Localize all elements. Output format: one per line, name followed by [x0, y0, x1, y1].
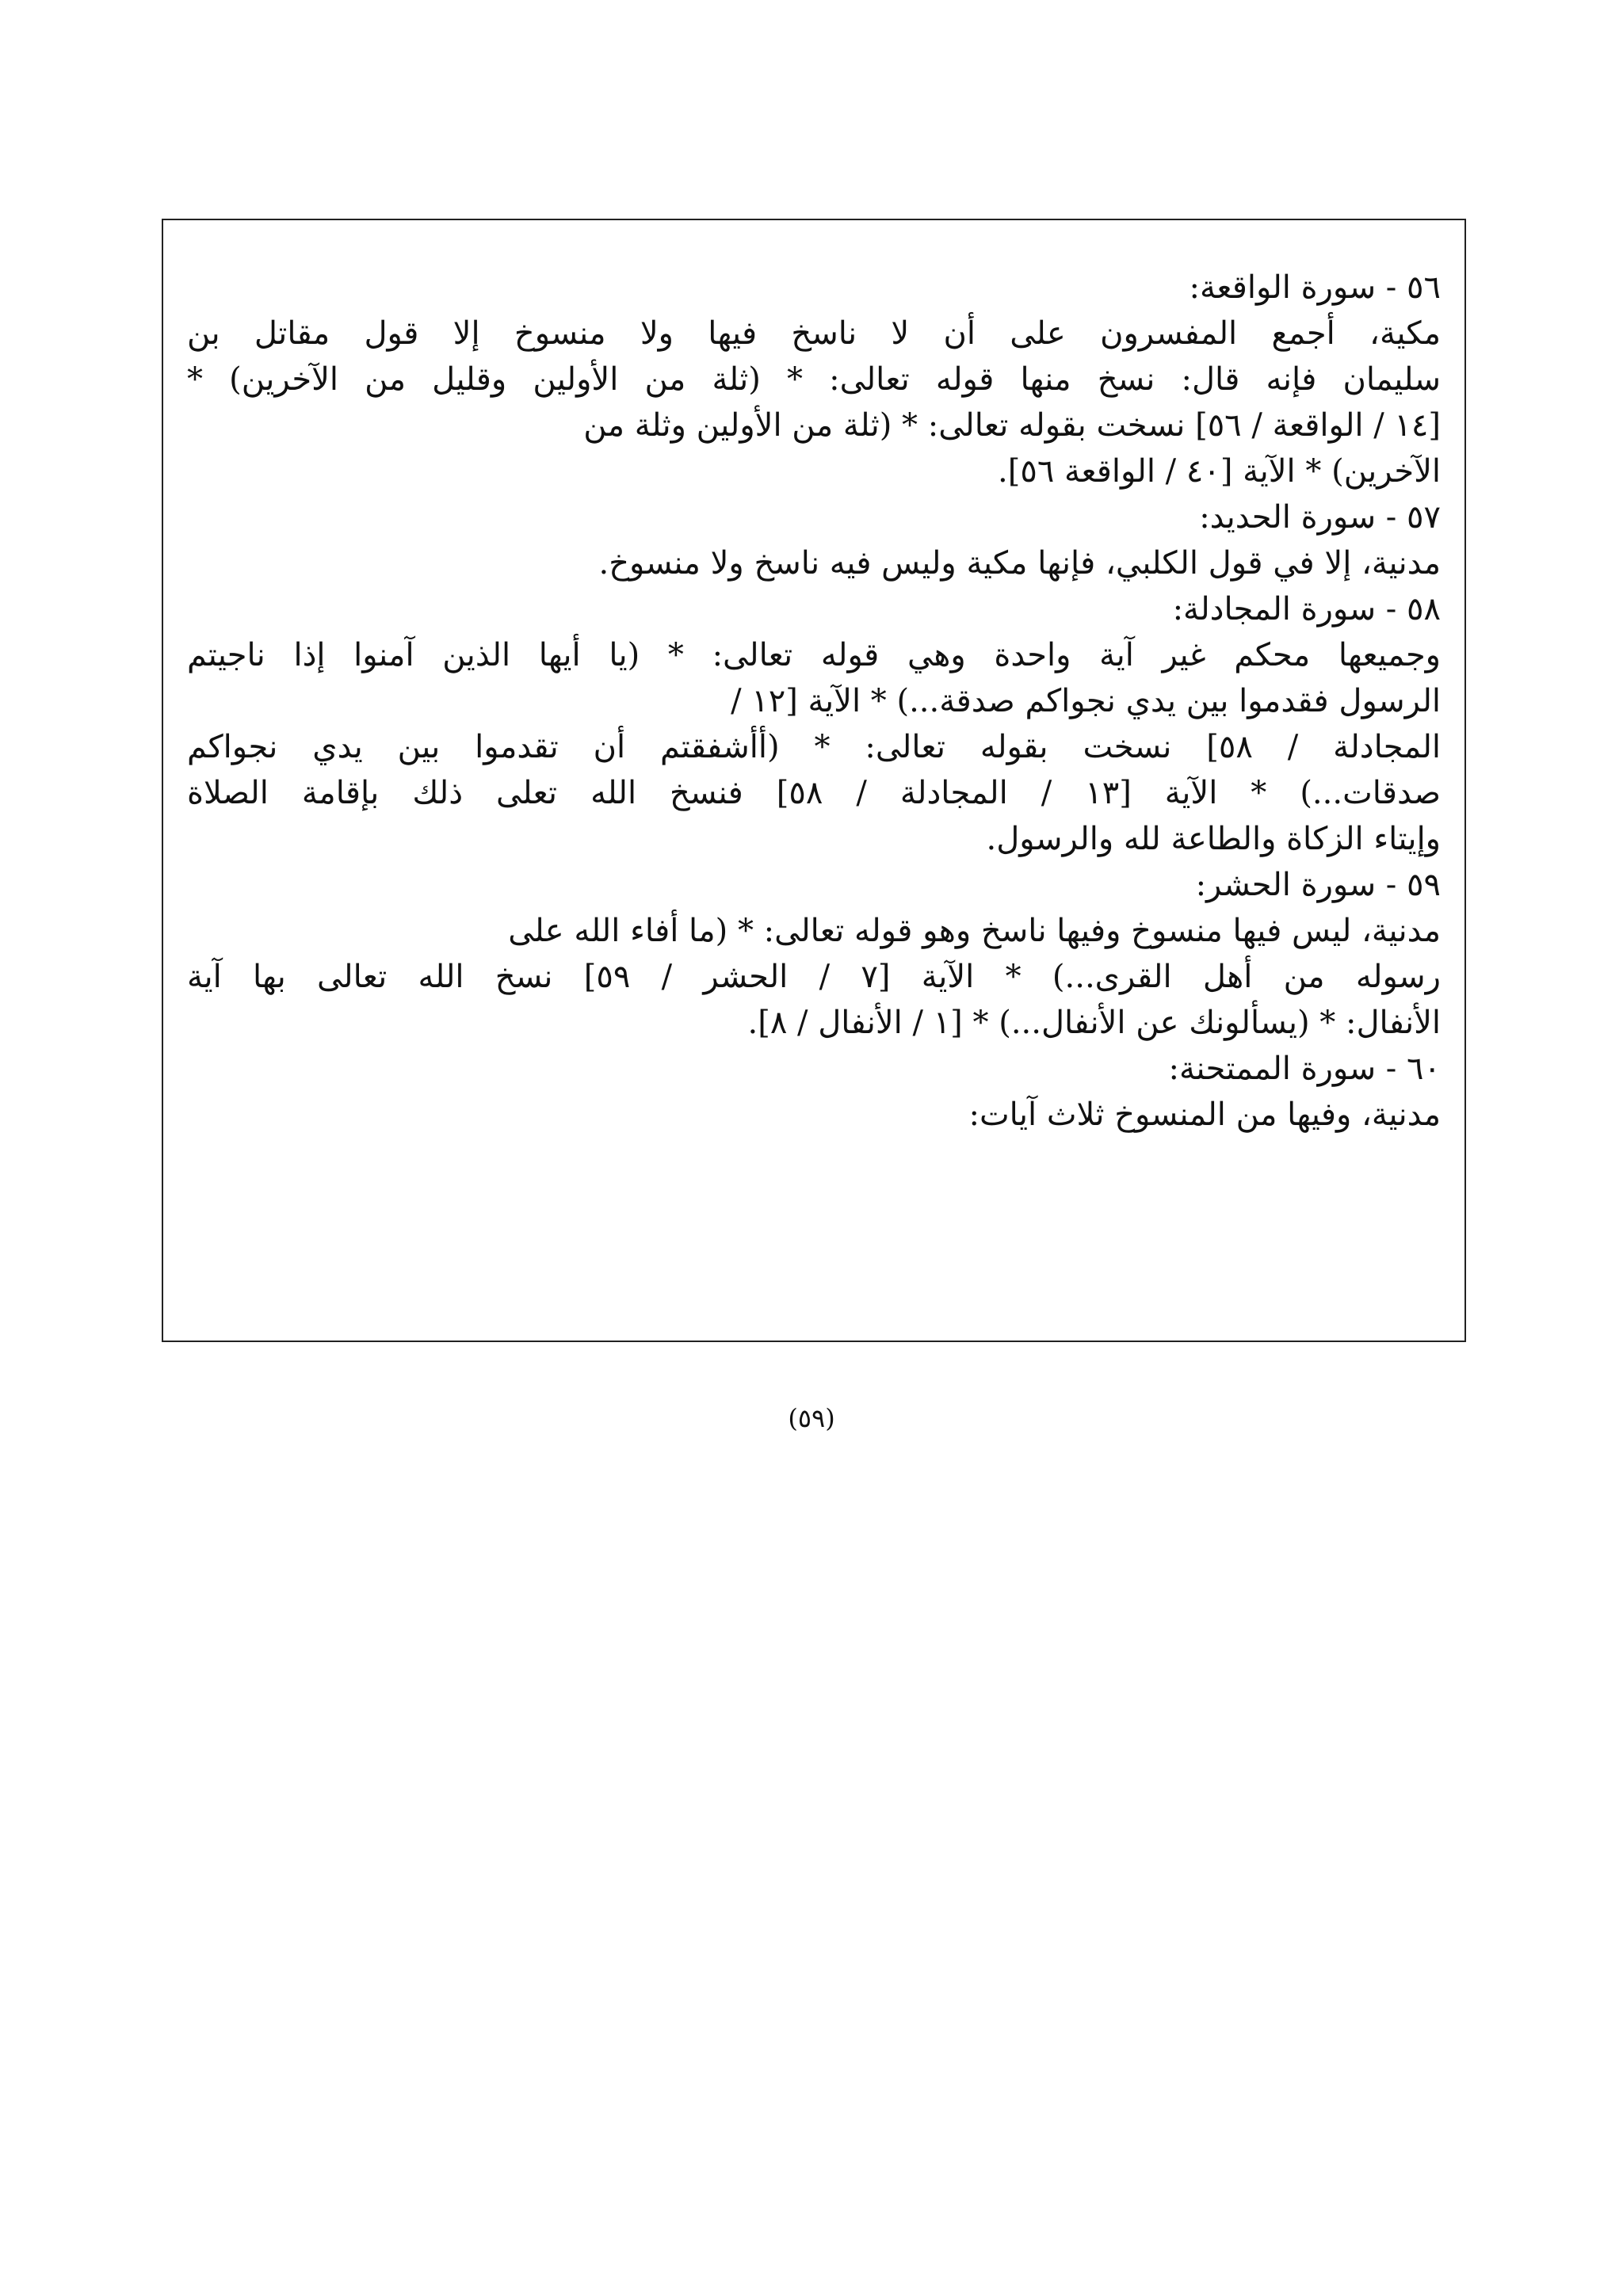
text-line: مدنية، إلا في قول الكلبي، فإنها مكية وليس فيه ناسخ ولا منسوخ. [598, 545, 1441, 582]
text-line: وجميعها محكم غير آية واحدة وهي قوله تعالى: * (يا أيها الذين آمنوا إذا ناجيتم [187, 637, 1441, 673]
page-body [187, 265, 1441, 1138]
surah-heading: ٦٠ - سورة الممتحنة: [1168, 1051, 1441, 1087]
text-line: الرسول فقدموا بين يدي نجواكم صدقة...) * الآية [١٢ / [731, 683, 1441, 719]
page-number: (٥٩) [788, 1403, 835, 1433]
text-line: وإيتاء الزكاة والطاعة لله والرسول. [986, 821, 1441, 857]
text-line: [١٤ / الواقعة / ٥٦] نسخت بقوله تعالى: * (ثلة من الأولين وثلة من [583, 407, 1441, 444]
text-line: الأنفال: * (يسألونك عن الأنفال...) * [١ / الأنفال / ٨]. [747, 1005, 1441, 1041]
text-line: سليمان فإنه قال: نسخ منها قوله تعالى: * (ثلة من الأولين وقليل من الآخرين) * [187, 361, 1441, 398]
surah-heading: ٥٧ - سورة الحديد: [1199, 499, 1441, 536]
text-line: مكية، أجمع المفسرون على أن لا ناسخ فيها ولا منسوخ إلا قول مقاتل بن [187, 315, 1441, 352]
text-line: مدنية، وفيها من المنسوخ ثلاث آيات: [968, 1097, 1441, 1133]
text-line: رسوله من أهل القرى...) * الآية [٧ / الحشر / ٥٩] نسخ الله تعالى بها آية [187, 959, 1441, 995]
surah-heading: ٥٦ - سورة الواقعة: [1189, 269, 1441, 306]
text-frame [162, 219, 1466, 1342]
surah-heading: ٥٨ - سورة المجادلة: [1172, 591, 1441, 627]
text-line: الآخرين) * الآية [٤٠ / الواقعة ٥٦]. [998, 453, 1441, 490]
text-line: المجادلة / ٥٨] نسخت بقوله تعالى: * (أأشفقتم أن تقدموا بين يدي نجواكم [187, 729, 1442, 765]
text-line: صدقات...) * الآية [١٣ / المجادلة / ٥٨] فنسخ الله تعلى ذلك بإقامة الصلاة [187, 775, 1441, 811]
text-line: مدنية، ليس فيها منسوخ وفيها ناسخ وهو قوله تعالى: * (ما أفاء الله على [508, 913, 1441, 949]
surah-heading: ٥٩ - سورة الحشر: [1195, 867, 1441, 903]
